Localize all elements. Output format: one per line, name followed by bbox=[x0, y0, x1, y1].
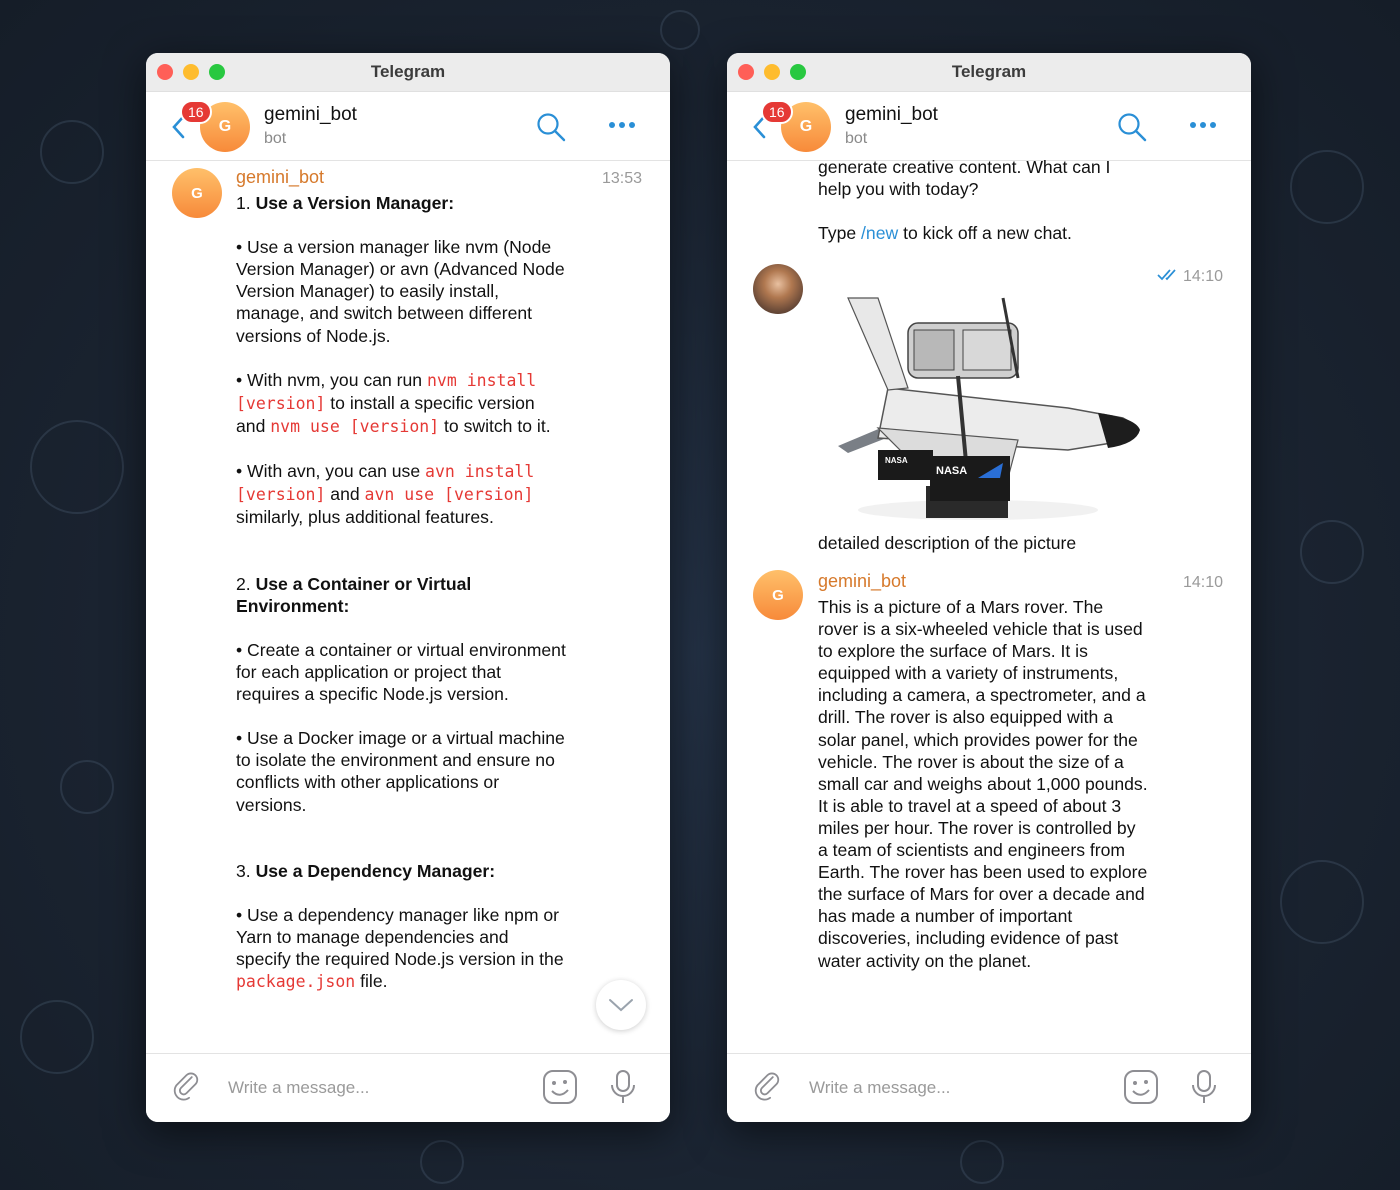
telegram-window-right bbox=[727, 53, 1251, 1122]
message-time: 13:53 bbox=[601, 170, 642, 187]
search-icon[interactable] bbox=[536, 112, 566, 147]
message-composer bbox=[727, 1053, 1251, 1122]
title-bar bbox=[727, 53, 1251, 92]
chat-name[interactable]: gemini_bot bbox=[845, 104, 938, 125]
window-title: Telegram bbox=[370, 62, 446, 81]
attach-icon[interactable] bbox=[172, 1072, 202, 1109]
scroll-down-button[interactable] bbox=[596, 980, 646, 1030]
message-input[interactable]: Write a message... bbox=[228, 1078, 370, 1097]
sticker-icon[interactable] bbox=[542, 1069, 578, 1110]
message-text: This is a picture of a Mars rover. The rover is a six-wheeled vehicle that is used to explore the surface of Mars. It is equipped with a variety of instruments, including a camera, a spectrometer, and a drill. The rover is also equipped with a solar panel, which provides power for the vehicle. The rover is about the size of a small car and weighs about 1,000 pounds. It is able to travel at a speed of about 3 miles per hour. The rover is controlled by a team of scientists and engineers from Earth. The rover has been used to explore the surface of Mars for over a decade and has made a number of important discoveries, including evidence of past water activity on the planet. bbox=[818, 597, 1148, 971]
sticker-icon[interactable] bbox=[1123, 1069, 1159, 1110]
more-options-icon[interactable] bbox=[1189, 116, 1217, 134]
message-avatar[interactable]: G bbox=[172, 168, 222, 218]
new-command-link[interactable]: /new bbox=[861, 223, 899, 244]
double-check-icon bbox=[1157, 268, 1181, 282]
message-time: 14:10 bbox=[1182, 574, 1223, 591]
chevron-down-icon bbox=[608, 998, 634, 1012]
inline-code[interactable]: nvm install [version] bbox=[236, 370, 537, 413]
telegram-window-left bbox=[146, 53, 670, 1122]
message-list[interactable] bbox=[727, 160, 1251, 1054]
message-sender[interactable]: gemini_bot bbox=[818, 571, 907, 591]
chat-subtitle: bot bbox=[264, 130, 287, 147]
unread-badge: 16 bbox=[180, 100, 212, 124]
previous-message-text: generate creative content. What can I help you with today? Type /new to kick off a new chat. bbox=[818, 160, 1111, 244]
attach-icon[interactable] bbox=[753, 1072, 783, 1109]
inline-code[interactable]: avn use [version] bbox=[364, 485, 534, 505]
inline-code[interactable]: package.json bbox=[236, 972, 356, 992]
microphone-icon[interactable] bbox=[1191, 1069, 1217, 1110]
message-list[interactable] bbox=[146, 160, 670, 1054]
chat-name[interactable]: gemini_bot bbox=[264, 104, 357, 125]
photo-caption: detailed description of the picture bbox=[818, 533, 1077, 553]
placard-label: NASA bbox=[936, 465, 968, 477]
message-composer bbox=[146, 1053, 670, 1122]
message-avatar[interactable]: G bbox=[753, 570, 803, 620]
window-title: Telegram bbox=[951, 62, 1027, 81]
photo-attachment[interactable] bbox=[818, 278, 1148, 528]
chat-avatar[interactable]: G bbox=[781, 102, 831, 152]
chat-avatar[interactable]: G bbox=[200, 102, 250, 152]
message-time: 14:10 bbox=[1157, 268, 1223, 286]
inline-code[interactable]: avn install [version] bbox=[236, 462, 535, 505]
chat-header bbox=[146, 92, 670, 161]
user-avatar[interactable] bbox=[753, 264, 803, 314]
placard-label: NASA bbox=[885, 456, 908, 465]
message-text: 1. Use a Version Manager: • Use a version manager like nvm (Node Version Manager) or avn (Advanced Node Version Manager) to easily install, manage, and switch between different versions of Node.js. • With nvm, you can run nvm install [version] to install a specific version and nvm use [version] to switch to it. • With avn, you can use avn install [version] and avn use [version] similarly, plus additional features. 2. Use a Container or Virtual Environment: • Create a container or virtual environment for each application or project that requires a specific Node.js version. • Use a Docker image or a virtual machine to isolate the environment and ensure no conflicts with other applications or versions. 3. Use a Dependency Manager: • Use a dependency manager like npm or Yarn to manage dependencies and specify the required Node.js version in the package.json file. bbox=[236, 193, 566, 992]
chat-subtitle: bot bbox=[845, 130, 868, 147]
inline-code[interactable]: nvm use [version] bbox=[270, 416, 440, 436]
search-icon[interactable] bbox=[1117, 112, 1147, 147]
space-shuttle-image bbox=[818, 278, 1148, 528]
chat-header bbox=[727, 92, 1251, 161]
title-bar bbox=[146, 53, 670, 92]
message-sender[interactable]: gemini_bot bbox=[236, 167, 325, 187]
message-input[interactable]: Write a message... bbox=[809, 1078, 951, 1097]
more-options-icon[interactable] bbox=[608, 116, 636, 134]
unread-badge: 16 bbox=[761, 100, 793, 124]
microphone-icon[interactable] bbox=[610, 1069, 636, 1110]
